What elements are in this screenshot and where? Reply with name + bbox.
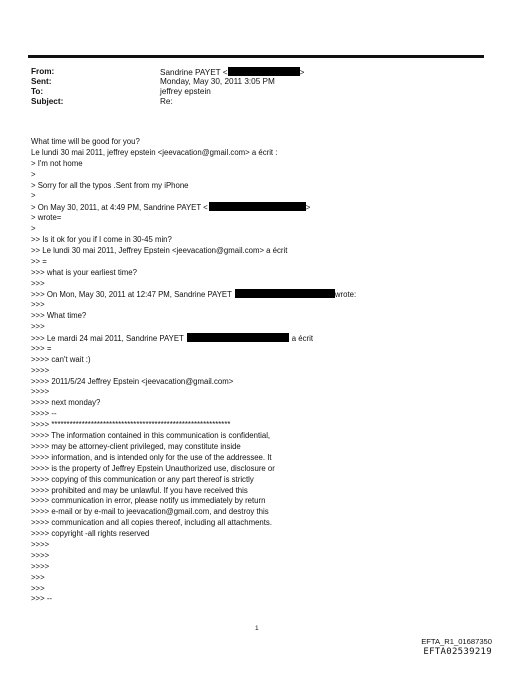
email-body [31,137,491,605]
body-line: >>>> prohibited and may be unlawful. If you have received this [31,485,248,495]
body-line: >>>> can't wait :) [31,354,91,364]
subject-label: Subject: [31,97,64,106]
body-line-redacted [31,202,491,213]
body-line: >>>> *********************************************************** [31,420,231,430]
body-line: >>>> [31,365,50,375]
redaction-box [187,333,289,342]
redaction-box [228,67,300,76]
email-header [31,67,304,107]
redaction-suffix: > [305,203,311,213]
body-line: >> Is it ok for you if I come in 30-45 min? [31,235,172,245]
body-line: What time will be good for you? [31,137,140,146]
bates-number: EFTA02539219 [423,647,492,657]
body-line: >>>> -- [31,409,57,419]
subject-value: Re: [160,97,173,106]
to-row [31,87,304,97]
body-line-text: >>> Le mardi 24 mai 2011, Sandrine PAYET [31,334,184,344]
body-line: > [31,224,36,234]
body-line-text: >>> On Mon, May 30, 2011 at 12:47 PM, Sandrine PAYET [31,290,232,300]
redaction-suffix: a écrit [291,334,314,344]
page-number: 1 [255,625,259,632]
body-line: > [31,169,36,179]
to-label: To: [31,87,44,96]
redaction-suffix: wrote: [334,290,357,300]
redaction-box [209,202,306,211]
body-line: >>>> may be attorney-client privileged, may constitute inside [31,441,241,451]
body-line-redacted [31,289,491,300]
document-reference: EFTA_R1_01687350 [421,637,492,646]
to-value: jeffrey epstein [160,87,211,96]
body-line: >>> What time? [31,311,87,321]
body-line: >>> what is your earliest time? [31,267,137,277]
body-line: >>> = [31,343,52,353]
body-line: > Sorry for all the typos .Sent from my iPhone [31,180,189,190]
body-line: >>>> 2011/5/24 Jeffrey Epstein <jeevacation@gmail.com> [31,376,234,386]
body-line: >>>> is the property of Jeffrey Epstein Unauthorized use, disclosure or [31,463,275,473]
body-line: Le lundi 30 mai 2011, jeffrey epstein <jeevacation@gmail.com> a écrit : [31,147,278,157]
body-line: >>>> e-mail or by e-mail to jeevacation@gmail.com, and destroy this [31,507,269,517]
from-value [160,67,304,77]
body-line: >> Le lundi 30 mai 2011, Jeffrey Epstein <jeevacation@gmail.com> a écrit [31,245,288,255]
body-line: >>>> copyright -all rights reserved [31,529,150,539]
sent-label: Sent: [31,77,52,86]
from-suffix: > [299,68,305,77]
from-row [31,67,304,77]
body-line: >>> [31,583,45,593]
body-line-text: > On May 30, 2011, at 4:49 PM, Sandrine PAYET < [31,203,208,213]
sent-row [31,77,304,87]
body-line: >>>> information, and is intended only for the use of the addressee. It [31,452,272,462]
body-line: >>>> [31,550,50,560]
body-line: >>>> communication and all copies thereof, including all attachments. [31,518,272,528]
body-line: > wrote= [31,213,62,223]
body-line: > I'm not home [31,158,83,168]
header-rule [28,55,484,58]
body-line: >>> -- [31,594,53,604]
sent-value: Monday, May 30, 2011 3:05 PM [160,77,275,86]
body-line: >>>> [31,387,50,397]
body-line-redacted [31,333,491,344]
body-line: >>>> The information contained in this communication is confidential, [31,431,271,441]
redaction-box [235,289,335,298]
body-line: >>> [31,322,45,332]
body-line: >>>> [31,539,50,549]
from-label: From: [31,67,55,76]
from-name: Sandrine PAYET < [160,68,228,77]
body-line: >>>> [31,561,50,571]
body-line: >>> [31,278,45,288]
subject-row [31,97,304,107]
body-line: > [31,191,36,201]
body-line: >>>> copying of this communication or any part thereof is strictly [31,474,254,484]
body-line: >> = [31,256,47,266]
body-line: >>>> next monday? [31,398,101,408]
body-line: >>>> communication in error, please notify us immediately by return [31,496,266,506]
body-line: >>> [31,300,45,310]
body-line: >>> [31,572,45,582]
